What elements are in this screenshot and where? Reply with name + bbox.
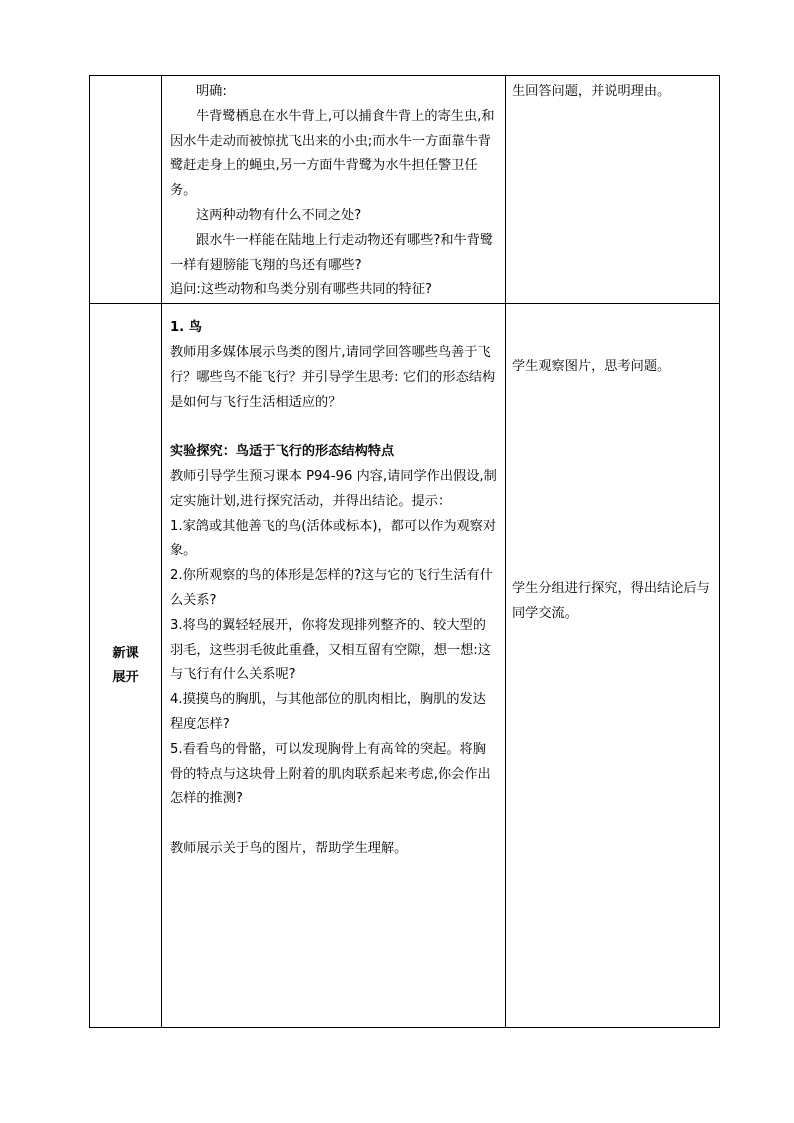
table-row — [90, 76, 720, 304]
question-difference: 这两种动物有什么不同之处? — [196, 207, 362, 223]
student-response: 生回答问题，并说明理由。 — [512, 84, 671, 99]
closing-paragraph: 教师展示关于鸟的图片，帮助学生理解。 — [170, 840, 408, 856]
stage-label-line1: 新课 — [112, 645, 139, 661]
teacher-activity-cell — [162, 76, 506, 304]
stage-cell-empty — [90, 76, 162, 304]
student-explore: 学生分组进行探究，得出结论后与同学交流。 — [512, 580, 710, 621]
step-item: 1.家鸽或其他善飞的鸟(活体或标本)，都可以作为观察对象。 — [170, 518, 497, 559]
section-title: 1. 鸟 — [170, 320, 202, 336]
stage-cell — [90, 304, 162, 1028]
step-item: 5.看看鸟的骨骼，可以发现胸骨上有高耸的突起。将胸骨的特点与这块骨上附着的肌肉联系起来考虑,你会作出怎样的推测? — [170, 741, 491, 807]
clarify-paragraph: 牛背鹭栖息在水牛背上,可以捕食牛背上的寄生虫,和因水牛走动而被惊扰飞出来的小虫;而水牛一方面靠牛背鹭赶走身上的蝇虫,另一方面牛背鹭为水牛担任警卫任务。 — [170, 108, 495, 199]
step-item: 4.摸摸鸟的胸肌，与其他部位的肌肉相比，胸肌的发达程度怎样? — [170, 692, 486, 732]
student-activity-cell — [506, 76, 720, 304]
stage-label-line2: 展开 — [112, 669, 139, 685]
experiment-intro: 教师引导学生预习课本 P94-96 内容,请同学作出假设,制定实施计划,进行探究活动，并得出结论。提示： — [170, 468, 497, 509]
clarify-label: 明确: — [196, 84, 227, 99]
table-row — [90, 304, 720, 1028]
teacher-activity-cell — [162, 304, 506, 1028]
step-item: 2.你所观察的鸟的体形是怎样的?这与它的飞行生活有什么关系? — [170, 568, 493, 608]
step-item: 3.将鸟的翼轻轻展开，你将发现排列整齐的、较大型的羽毛，这些羽毛彼此重叠，又相互留有空隙，想一想:这与飞行有什么关系呢? — [170, 617, 491, 683]
student-activity-cell — [506, 304, 720, 1028]
stage-label — [112, 642, 138, 690]
question-examples: 跟水牛一样能在陆地上行走动物还有哪些?和牛背鹭一样有翅膀能飞翔的鸟还有哪些? — [170, 232, 494, 273]
student-observe: 学生观察图片，思考问题。 — [512, 359, 671, 375]
experiment-title: 实验探究：鸟适于飞行的形态结构特点 — [170, 444, 395, 460]
follow-up-question: 追问:这些动物和鸟类分别有哪些共同的特征? — [170, 282, 433, 298]
intro-paragraph: 教师用多媒体展示鸟类的图片,请同学回答哪些鸟善于飞行？哪些鸟不能飞行？并引导学生思考: 它们的形态结构是如何与飞行生活相适应的？ — [170, 344, 496, 410]
lesson-plan-table — [89, 75, 720, 1028]
